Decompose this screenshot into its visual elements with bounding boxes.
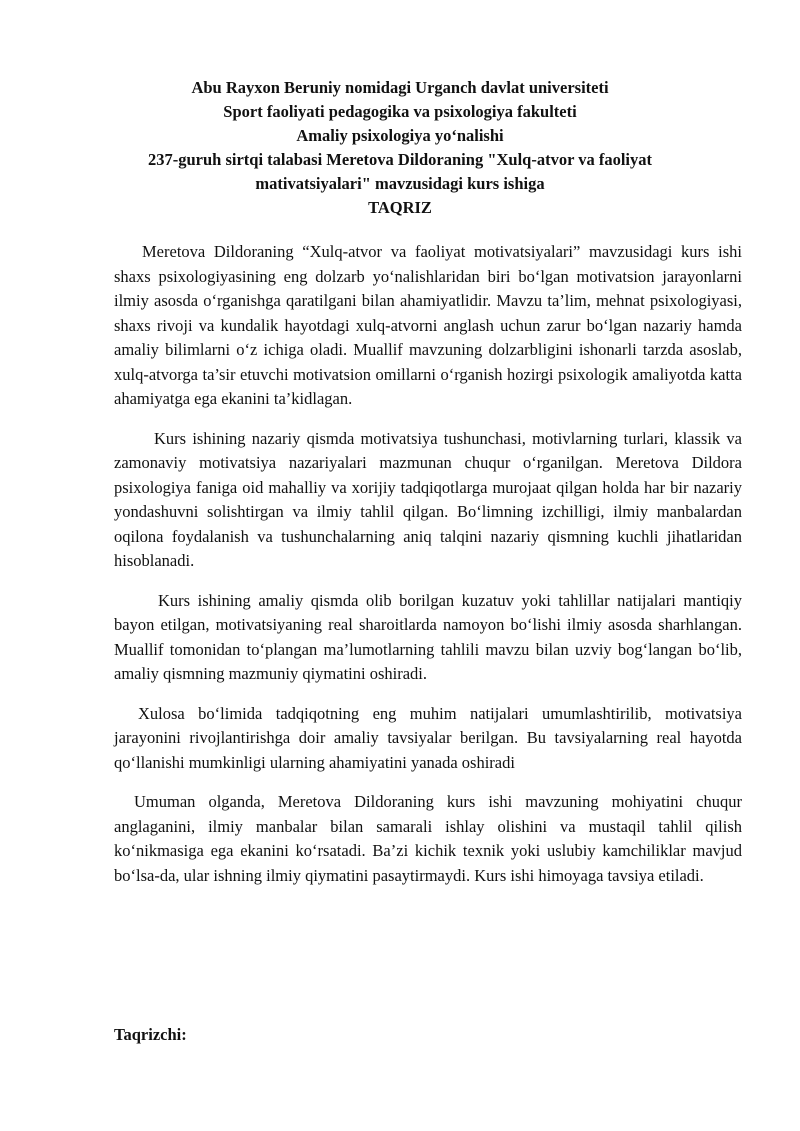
student-topic-line-2: mativatsiyalari" mavzusidagi kurs ishiga: [255, 174, 545, 193]
paragraph-theoretical-part: Kurs ishining nazariy qismda motivatsiya tushunchasi, motivlarning turlari, klassik va zamonaviy motivatsiya nazariyalari mazmunan chuqur o‘rganilgan. Meretova Dildora psixologiya faniga oid mahalliy va xorijiy tadqiqotlarga murojaat qilgan holda har bir nazariy yondashuvni solishtirgan va ilmiy tahlil qilgan. Bo‘limning izchilligi, ilmiy manbalardan oqilona foydalanish va tushunchalarning aniq talqini nazariy qismning kuchli jihatlaridan hisoblanadi.: [114, 428, 742, 570]
document-header: [100, 76, 700, 220]
review-body: [114, 240, 742, 903]
student-topic-line-1: 237-guruh sirtqi talabasi Meretova Dildoraning "Xulq-atvor va faoliyat: [147, 150, 652, 169]
university-name: Abu Rayxon Beruniy nomidagi Urganch davlat universiteti: [191, 78, 609, 97]
paragraph-conclusion: Xulosa bo‘limida tadqiqotning eng muhim natijalari umumlashtirilib, motivatsiya jarayonini rivojlantirishga doir amaliy tavsiyalar berilgan. Bu tavsiyalarning real hayotda qo‘llanishi mumkinligi ularning ahamiyatini yanada oshiradi: [114, 703, 742, 772]
faculty-name: Sport faoliyati pedagogika va psixologiya fakulteti: [223, 102, 577, 121]
program-name: Amaliy psixologiya yo‘nalishi: [296, 126, 504, 145]
paragraph-practical-part: Kurs ishining amaliy qismda olib borilgan kuzatuv yoki tahlillar natijalari mantiqiy bayon etilgan, motivatsiyaning real sharoitlarda namoyon bo‘lishi ilmiy asosda sharhlangan. Muallif tomonidan to‘plangan ma’lumotlarning tahlili mavzu bilan uzviy bog‘langan bo‘lib, amaliy qismning mazmuniy qiymatini oshiradi.: [114, 590, 742, 683]
paragraph-summary: Umuman olganda, Meretova Dildoraning kurs ishi mavzuning mohiyatini chuqur anglaganini, ilmiy manbalar bilan samarali ishlay olishini va mustaqil tahlil qilish ko‘nikmasiga ega ekanini ko‘rsatadi. Ba’zi kichik texnik yoki uslubiy kamchiliklar mavjud bo‘lsa-da, ular ishning ilmiy qiymatini pasaytirmaydi. Kurs ishi himoyaga tavsiya etiladi.: [114, 792, 742, 885]
reviewer-label: Taqrizchi:: [114, 1025, 187, 1044]
document-title: TAQRIZ: [368, 198, 432, 217]
paragraph-introduction: Meretova Dildoraning “Xulq-atvor va faoliyat motivatsiyalari” mavzusidagi kurs ishi shaxs psixologiyasining eng dolzarb yo‘nalishlaridan biri bo‘lgan motivatsion jarayonlarni ilmiy asosda o‘rganishga qaratilgani bilan ahamiyatlidir. Mavzu ta’lim, mehnat psixologiyasi, shaxs rivoji va kundalik hayotdagi xulq-atvorni anglash uchun zarur bo‘lgan nazariy hamda amaliy bilimlarni o‘z ichiga oladi. Muallif mavzuning dolzarbligini ishonarli tarzda asoslab, xulq-atvorga ta’sir etuvchi motivatsion omillarni o‘rganish hozirgi psixologik amaliyotda katta ahamiyatga ega ekanini ta’kidlagan.: [114, 242, 742, 408]
